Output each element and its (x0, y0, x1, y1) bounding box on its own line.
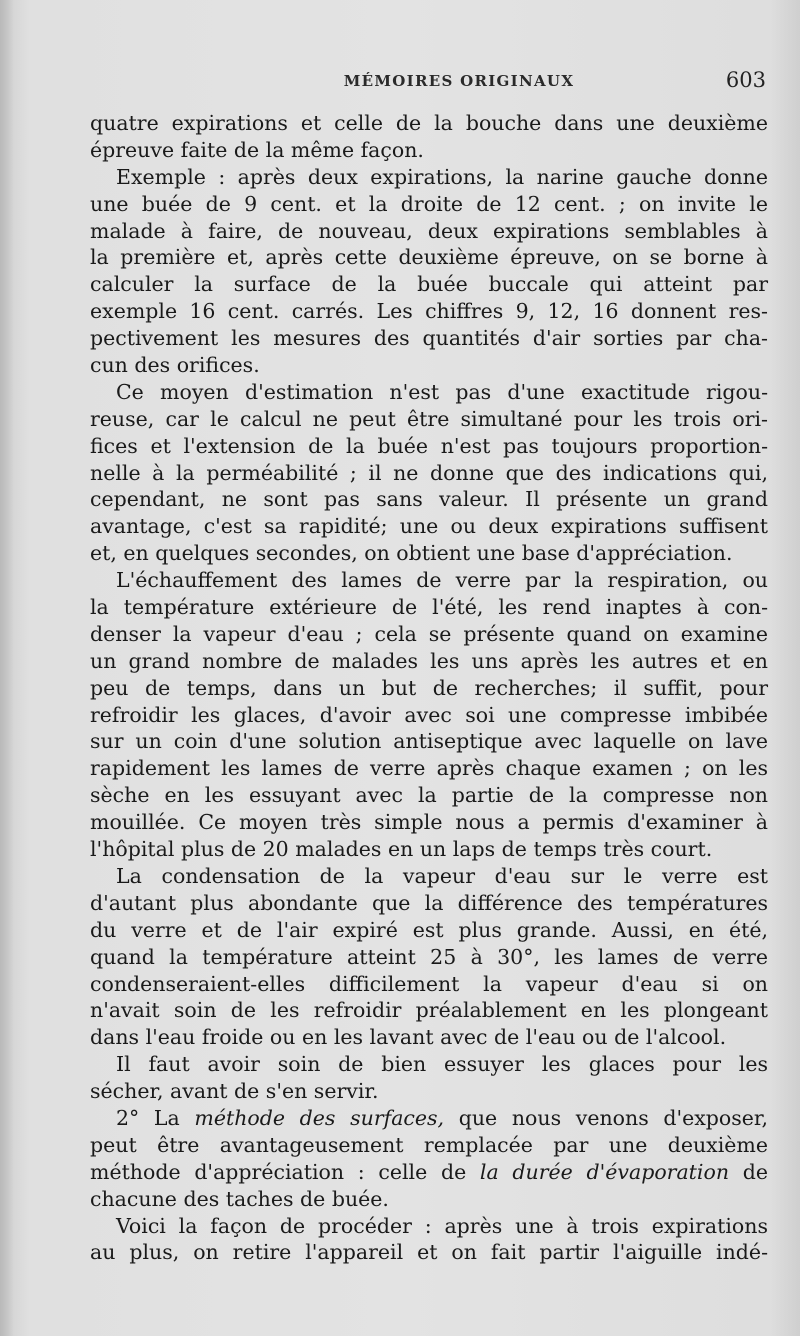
text-line: du verre et de l'air expiré est plus grande. Aussi, en été, (90, 917, 768, 942)
text-line (90, 1105, 768, 1132)
text-line: et, en quelques secondes, on obtient une base d'appréciation. (90, 541, 733, 566)
text-line: l'hôpital plus de 20 malades en un laps de temps très court. (90, 837, 713, 862)
text-line: quatre expirations et celle de la bouche dans une deuxième (90, 111, 768, 135)
text-segment: de (729, 1159, 768, 1184)
text-segment: 2° La (116, 1105, 195, 1130)
text-line: épreuve faite de la même façon. (90, 137, 424, 162)
text-line: Ce moyen d'estimation n'est pas d'une exactitude rigou- (116, 379, 768, 404)
text-line: Exemple : après deux expirations, la narine gauche donne (116, 164, 768, 189)
text-line: quand la température atteint 25 à 30°, les lames de verre (90, 944, 768, 969)
text-line: sécher, avant de s'en servir. (90, 1079, 379, 1104)
text-line: malade à faire, de nouveau, deux expirations semblables à (90, 218, 768, 243)
text-segment: méthode d'appréciation : celle de (90, 1159, 480, 1184)
text-line: nelle à la perméabilité ; il ne donne que des indications qui, (90, 460, 768, 485)
text-line: refroidir les glaces, d'avoir avec soi une compresse imbibée (90, 702, 768, 727)
text-line: Il faut avoir soin de bien essuyer les glaces pour les (116, 1052, 768, 1077)
text-line: peu de temps, dans un but de recherches; il suffit, pour (90, 675, 768, 700)
text-line: L'échauffement des lames de verre par la respiration, ou (116, 568, 768, 593)
text-line: dans l'eau froide ou en les lavant avec de l'eau ou de l'alcool. (90, 1025, 727, 1050)
text-line: avantage, c'est sa rapidité; une ou deux expirations suffisent (90, 514, 768, 539)
text-line: peut être avantageusement remplacée par une deuxième (90, 1132, 768, 1157)
page-header (90, 68, 768, 94)
text-line: n'avait soin de les refroidir préalablement en les plongeant (90, 998, 768, 1023)
text-line: La condensation de la vapeur d'eau sur le verre est (116, 863, 768, 888)
text-line: cependant, ne sont pas sans valeur. Il présente un grand (90, 487, 768, 512)
text-line: sèche en les essuyant avec la partie de la compresse non (90, 783, 768, 808)
text-line: fices et l'extension de la buée n'est pas toujours proportion- (90, 433, 768, 458)
text-line: un grand nombre de malades les uns après les autres et en (90, 648, 768, 673)
page-number: 603 (725, 68, 766, 92)
italic-phrase: la durée d'évaporation (479, 1159, 730, 1184)
text-segment: que nous venons d'exposer, (444, 1105, 768, 1130)
text-line: rapidement les lames de verre après chaque examen ; on les (90, 756, 768, 781)
text-line: pectivement les mesures des quantités d'air sorties par cha- (90, 326, 768, 351)
text-line: sur un coin d'une solution antiseptique avec laquelle on lave (90, 729, 768, 754)
text-line: cun des orifices. (90, 353, 260, 378)
text-line: mouillée. Ce moyen très simple nous a permis d'examiner à (90, 810, 768, 835)
text-line: la température extérieure de l'été, les rend inaptes à con- (90, 595, 768, 620)
text-line: denser la vapeur d'eau ; cela se présente quand on examine (90, 621, 768, 646)
text-line: la première et, après cette deuxième épreuve, on se borne à (90, 245, 768, 270)
text-line: d'autant plus abondante que la différence des températures (90, 890, 768, 915)
body-text (90, 110, 768, 1266)
text-line: calculer la surface de la buée buccale qui atteint par (90, 272, 768, 297)
text-line (90, 1159, 768, 1186)
running-title: MÉMOIRES ORIGINAUX (343, 72, 575, 90)
text-line: Voici la façon de procéder : après une à trois expirations (116, 1213, 768, 1238)
text-line: au plus, on retire l'appareil et on fait partir l'aiguille indé- (90, 1240, 768, 1265)
italic-phrase: méthode des surfaces, (194, 1105, 445, 1130)
text-line: une buée de 9 cent. et la droite de 12 cent. ; on invite le (90, 191, 768, 216)
text-line: reuse, car le calcul ne peut être simultané pour les trois ori- (90, 406, 768, 431)
text-line: exemple 16 cent. carrés. Les chiffres 9, 12, 16 donnent res- (90, 299, 768, 324)
text-line: condenseraient-elles difficilement la vapeur d'eau si on (90, 971, 768, 996)
text-line: chacune des taches de buée. (90, 1186, 389, 1211)
